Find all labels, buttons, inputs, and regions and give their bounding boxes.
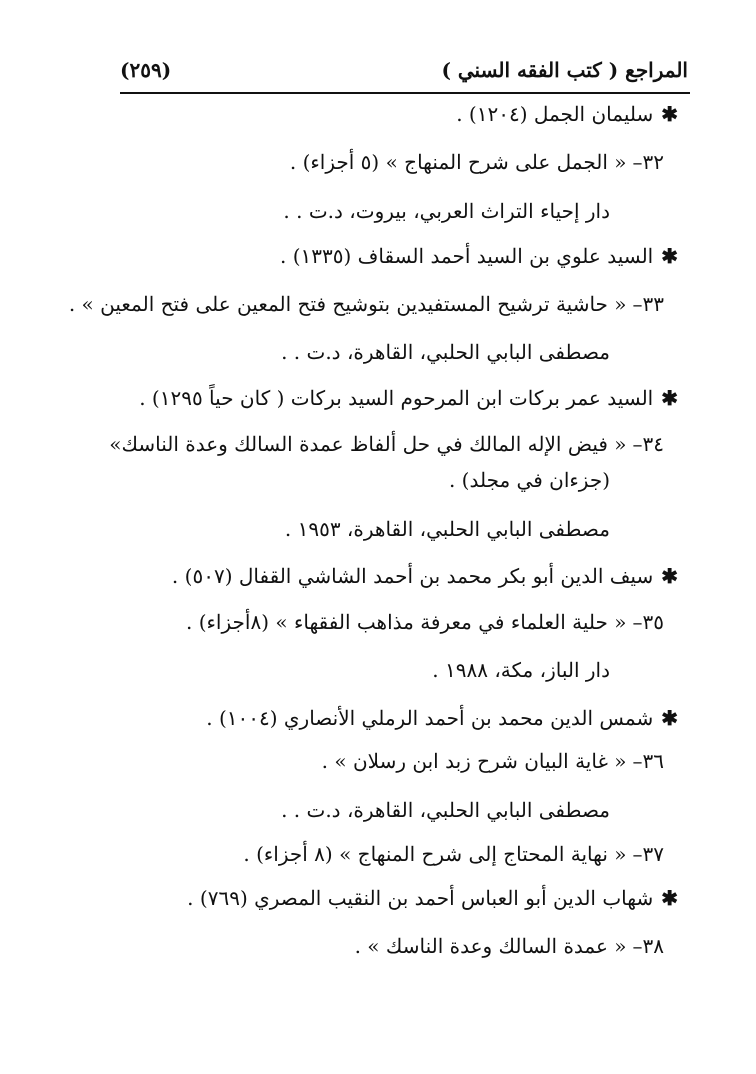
author-text: السيد عمر بركات ابن المرحوم السيد بركات ( كان حياً ١٢٩٥) .	[139, 386, 654, 410]
header-rule	[120, 92, 690, 94]
entry-title: « حاشية ترشيح المستفيدين بتوشيح فتح المعين على فتح المعين » .	[68, 292, 627, 316]
reference-entry	[290, 148, 664, 176]
entry-number: ٣٧–	[632, 842, 664, 866]
publisher-line	[432, 656, 610, 684]
reference-entry	[109, 430, 664, 458]
bullet-star-icon: ✱	[661, 564, 678, 588]
reference-entry	[355, 932, 664, 960]
entry-number: ٣٦–	[632, 749, 664, 773]
bullet-star-icon: ✱	[661, 886, 678, 910]
author-text: سيف الدين أبو بكر محمد بن أحمد الشاشي القفال (٥٠٧) .	[171, 564, 654, 588]
bullet-star-icon: ✱	[661, 706, 678, 730]
author-line	[139, 384, 678, 412]
author-line	[206, 704, 678, 732]
publisher-text: دار الباز، مكة، ١٩٨٨ .	[432, 658, 610, 682]
reference-entry	[186, 608, 664, 636]
publisher-text: دار إحياء التراث العربي، بيروت، د.ت . .	[283, 199, 610, 223]
publisher-line	[285, 515, 610, 543]
author-text: سليمان الجمل (١٢٠٤) .	[456, 102, 654, 126]
author-text: شهاب الدين أبو العباس أحمد بن النقيب المصري (٧٦٩) .	[187, 886, 654, 910]
entry-title: « فيض الإله المالك في حل ألفاظ عمدة السالك وعدة الناسك»	[109, 432, 627, 456]
author-line	[172, 562, 678, 590]
entry-title: « عمدة السالك وعدة الناسك » .	[354, 934, 627, 958]
bullet-star-icon: ✱	[661, 102, 678, 126]
bullet-star-icon: ✱	[661, 244, 678, 268]
author-text: شمس الدين محمد بن أحمد الرملي الأنصاري (١٠٠٤) .	[206, 706, 654, 730]
entry-title: « غاية البيان شرح زبد ابن رسلان » .	[321, 749, 627, 773]
author-text: السيد علوي بن السيد أحمد السقاف (١٣٣٥) .	[279, 244, 654, 268]
entry-title: « نهاية المحتاج إلى شرح المنهاج » (٨ أجزاء) .	[243, 842, 627, 866]
entry-number: ٣٨–	[632, 934, 664, 958]
publisher-text: مصطفى البابي الحلبي، القاهرة، د.ت . .	[281, 798, 610, 822]
author-line	[187, 884, 678, 912]
page-number: (٢٥٩)	[120, 58, 172, 82]
continuation-text: (جزءان في مجلد) .	[448, 468, 610, 492]
entry-number: ٣٤–	[632, 432, 664, 456]
publisher-line	[281, 338, 610, 366]
entry-title: « الجمل على شرح المنهاج » (٥ أجزاء) .	[289, 150, 627, 174]
entry-continuation	[449, 466, 610, 494]
page-header	[120, 58, 688, 88]
author-line	[456, 100, 678, 128]
entry-number: ٣٢–	[632, 150, 664, 174]
author-line	[280, 242, 678, 270]
publisher-line	[283, 197, 610, 225]
publisher-line	[281, 796, 610, 824]
reference-entry	[69, 290, 664, 318]
publisher-text: مصطفى البابي الحلبي، القاهرة، د.ت . .	[281, 340, 610, 364]
page-title: المراجع ( كتب الفقه السني )	[441, 58, 688, 82]
entry-number: ٣٣–	[632, 292, 664, 316]
reference-entry	[243, 840, 664, 868]
publisher-text: مصطفى البابي الحلبي، القاهرة، ١٩٥٣ .	[284, 517, 610, 541]
entry-title: « حلية العلماء في معرفة مذاهب الفقهاء » (٨أجزاء) .	[186, 610, 627, 634]
reference-entry	[322, 747, 664, 775]
entry-number: ٣٥–	[632, 610, 664, 634]
bullet-star-icon: ✱	[661, 386, 678, 410]
